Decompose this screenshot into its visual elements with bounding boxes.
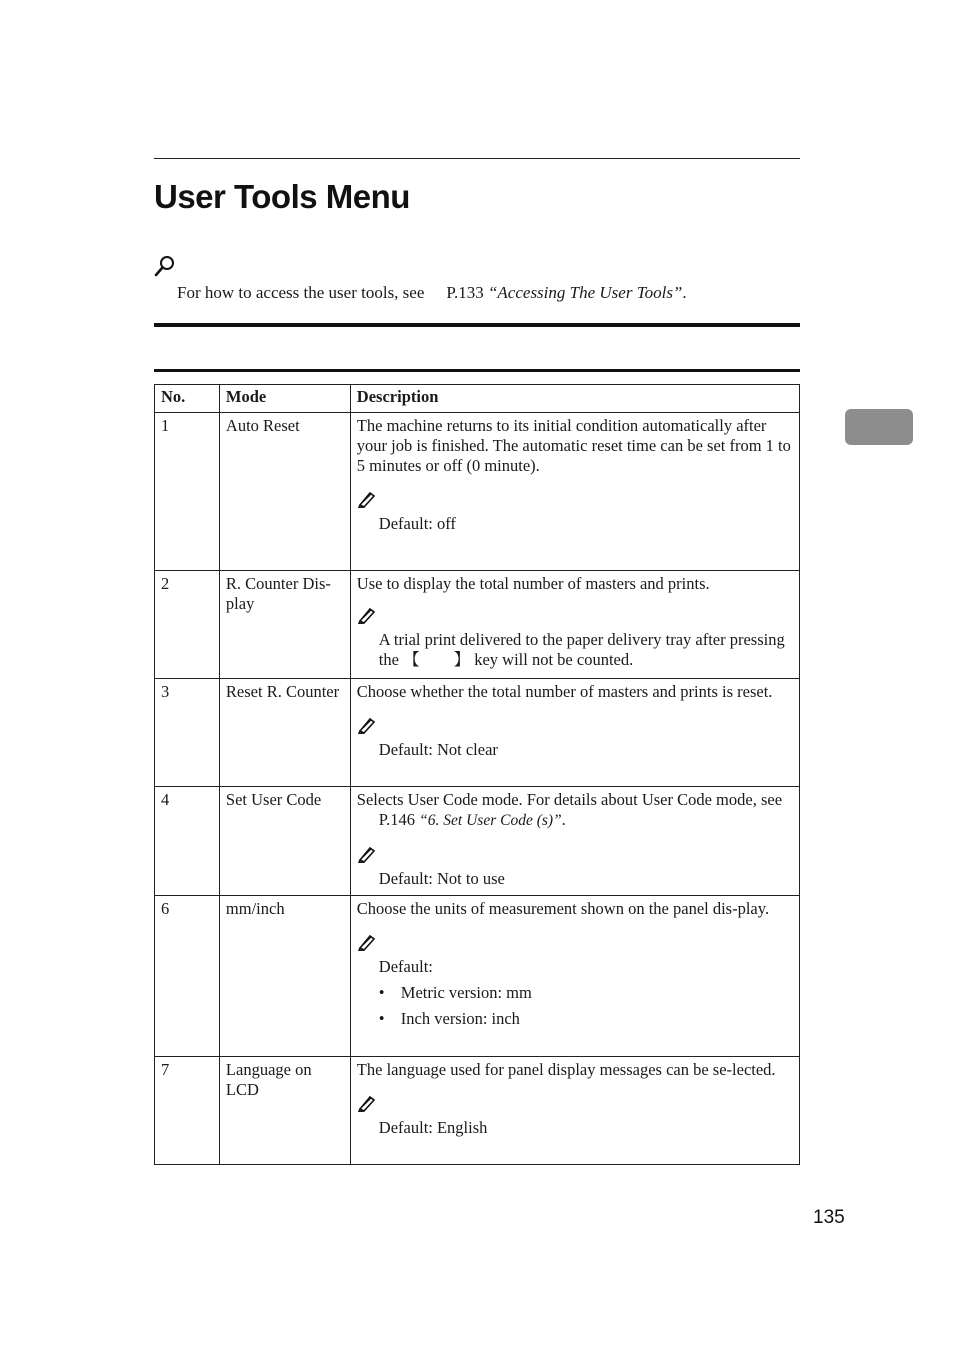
description-text: The language used for panel display messages can be se-lected. xyxy=(356,1060,776,1079)
description-text: Choose whether the total number of masters and prints is reset. xyxy=(356,682,773,701)
row-no: 3 xyxy=(155,679,220,787)
description-text xyxy=(357,790,793,831)
description-trailing: . xyxy=(561,810,566,829)
description-text: The machine returns to its initial condition automatically after your job is finished. The automatic reset time can be set from 1 to 5 minutes or off (0 minute). xyxy=(356,416,791,475)
row-description xyxy=(350,413,799,571)
reference-note xyxy=(177,283,687,303)
note-before-key: A trial print delivered to the paper delivery tray after pressing the xyxy=(378,630,785,669)
note-text: Default: English xyxy=(378,1118,488,1137)
table-row xyxy=(155,413,800,571)
row-no: 7 xyxy=(155,1057,220,1165)
table-row xyxy=(155,787,800,896)
reference-trailing: . xyxy=(682,283,687,302)
table-row xyxy=(155,571,800,679)
top-rule xyxy=(154,158,800,159)
description-text: Choose the units of measurement shown on the panel dis-play. xyxy=(356,899,770,918)
note-after-key: key will not be counted. xyxy=(474,650,634,669)
list-item: • Inch version: inch xyxy=(378,1009,520,1028)
row-description xyxy=(350,896,799,1057)
note-text xyxy=(379,630,793,670)
row-mode: Language on LCD xyxy=(219,1057,350,1165)
section-rule xyxy=(154,369,800,372)
description-page-ref: P.146 xyxy=(378,810,416,829)
description-link[interactable]: “6. Set User Code (s)” xyxy=(419,812,562,829)
row-no: 2 xyxy=(155,571,220,679)
header-no: No. xyxy=(155,385,220,413)
pencil-note-icon xyxy=(357,1094,377,1112)
reference-page: P.133 xyxy=(446,283,484,302)
pencil-note-icon xyxy=(357,490,377,508)
row-description xyxy=(350,679,799,787)
pencil-note-icon xyxy=(357,933,377,951)
table-row xyxy=(155,679,800,787)
row-mode: R. Counter Dis-play xyxy=(219,571,350,679)
pencil-note-icon xyxy=(357,845,377,863)
list-item-text: Metric version: mm xyxy=(400,983,532,1002)
user-tools-table xyxy=(154,384,800,1165)
table-row xyxy=(155,1057,800,1165)
row-no: 6 xyxy=(155,896,220,1057)
header-mode: Mode xyxy=(219,385,350,413)
pencil-note-icon xyxy=(357,606,377,624)
pencil-note-icon xyxy=(357,716,377,734)
magnifier-icon xyxy=(154,255,176,277)
table-header-row xyxy=(155,385,800,413)
note-list xyxy=(379,983,793,1029)
description-text: Use to display the total number of masters and prints. xyxy=(356,574,710,593)
section-rule-thick xyxy=(154,323,800,327)
row-mode: Reset R. Counter xyxy=(219,679,350,787)
reference-link[interactable]: “Accessing The User Tools” xyxy=(487,283,683,302)
header-description: Description xyxy=(350,385,799,413)
page-number: 135 xyxy=(813,1207,845,1228)
list-item: • Metric version: mm xyxy=(378,983,532,1002)
chapter-tab xyxy=(845,409,913,445)
table-row xyxy=(155,896,800,1057)
row-no: 4 xyxy=(155,787,220,896)
row-mode: Auto Reset xyxy=(219,413,350,571)
page-title: User Tools Menu xyxy=(154,178,410,215)
row-description xyxy=(350,787,799,896)
row-mode: Set User Code xyxy=(219,787,350,896)
key-bracket-close: 】 xyxy=(453,650,471,669)
row-description xyxy=(350,1057,799,1165)
description-lead: Selects User Code mode. For details about User Code mode, see xyxy=(356,790,783,809)
reference-lead: For how to access the user tools, see xyxy=(177,283,425,302)
note-text: Default: Not to use xyxy=(378,869,505,888)
note-text: Default: xyxy=(378,957,433,976)
key-bracket-open: 【 xyxy=(403,650,420,669)
note-text: Default: off xyxy=(378,514,456,533)
row-mode: mm/inch xyxy=(219,896,350,1057)
list-item-text: Inch version: inch xyxy=(400,1009,520,1028)
row-no: 1 xyxy=(155,413,220,571)
note-text: Default: Not clear xyxy=(378,740,498,759)
row-description xyxy=(350,571,799,679)
